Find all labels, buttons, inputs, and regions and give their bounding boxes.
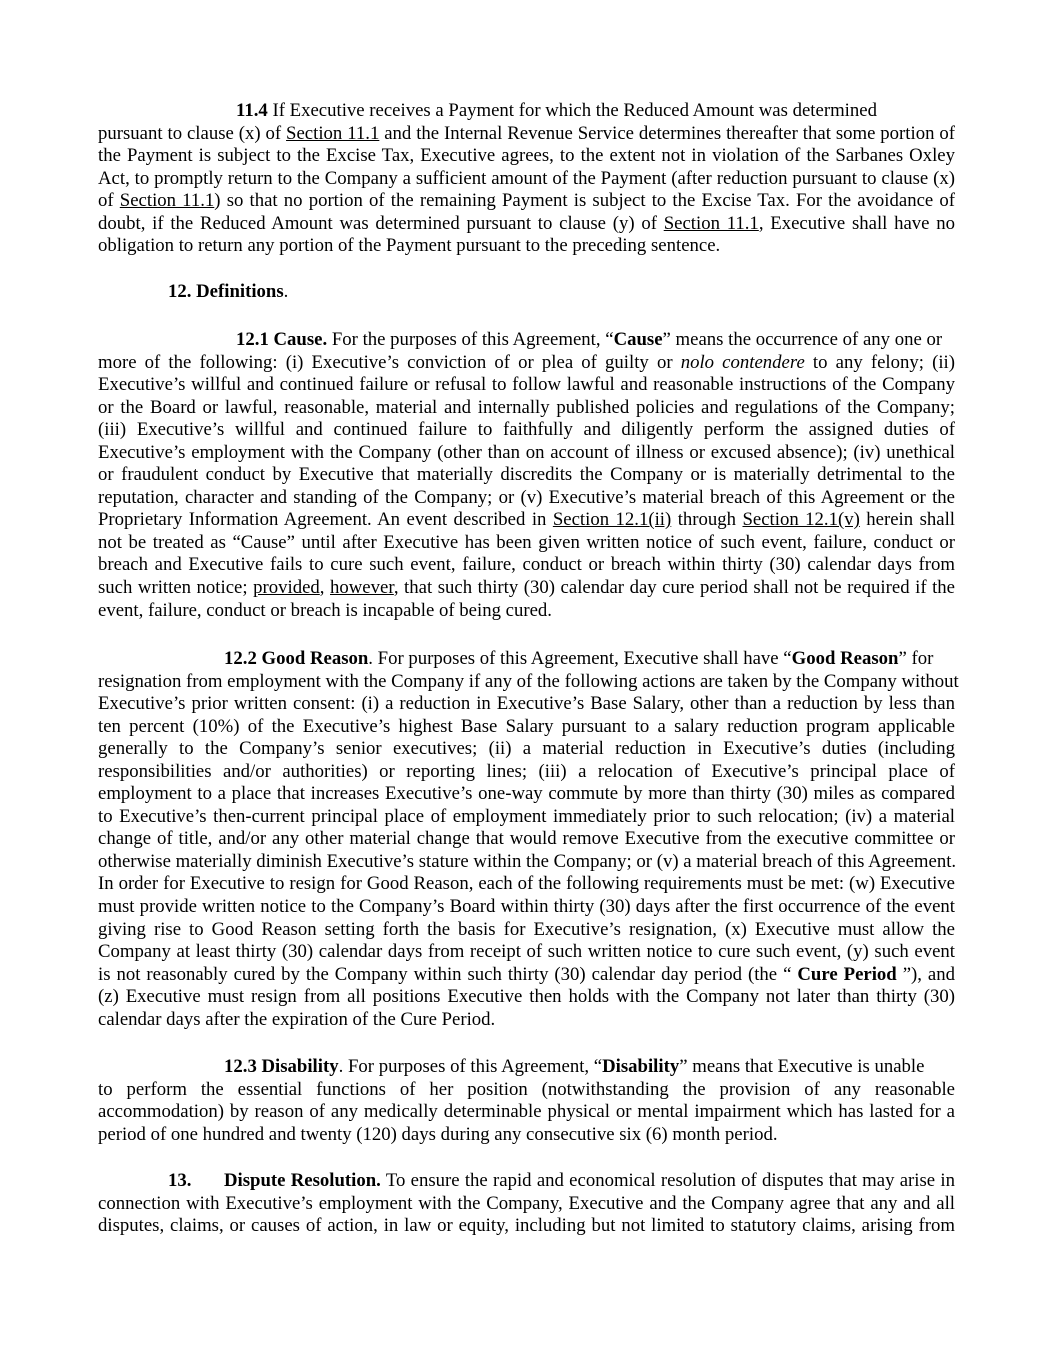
- paragraph-line: [98, 716, 955, 739]
- italic-term: nolo contendere: [680, 351, 805, 373]
- text-run: to Executive’s then-current principal place of employment immediately prior to such relocation; (iv) a material: [98, 805, 955, 827]
- paragraph-line: [98, 145, 955, 168]
- text-run: , Executive shall have no: [758, 212, 955, 234]
- paragraph-line: [98, 851, 955, 874]
- defined-term-heading: Disability: [261, 1056, 339, 1077]
- text-run: Proprietary Information Agreement. An event described in: [98, 509, 553, 531]
- paragraph-line: [98, 873, 955, 896]
- section-number: 13.: [168, 1170, 192, 1191]
- section-12-3: [98, 1056, 955, 1146]
- text-run: . For purposes of this Agreement, “: [338, 1056, 603, 1077]
- paragraph-line: [98, 806, 955, 829]
- section-number: 12.1: [236, 329, 269, 350]
- text-run: Company at least thirty (30) calendar days from receipt of such written notice to cure such event, (y) such event: [98, 941, 955, 963]
- paragraph-line: [98, 783, 955, 806]
- paragraph-line: [98, 941, 955, 964]
- paragraph-line: [98, 419, 955, 442]
- text-run: obligation to return any portion of the Payment pursuant to the preceding sentence.: [98, 235, 721, 257]
- text-run: resignation from employment with the Company if any of the following actions are taken by the Company without: [98, 670, 959, 692]
- heading-punctuation: .: [283, 281, 289, 302]
- section-number: 12.3: [224, 1056, 257, 1077]
- text-run: generally to the Company’s senior executives; (ii) a material reduction in Executive’s duties (including: [98, 738, 955, 760]
- text-run: ,: [319, 577, 331, 599]
- paragraph-line: [98, 442, 955, 465]
- paragraph-line: [98, 1215, 955, 1238]
- paragraph-line: [98, 464, 955, 487]
- section-12-1: [98, 329, 955, 622]
- text-run: (iii) Executive’s willful and continued failure to faithfully and diligently perform the assigned duties of: [98, 419, 955, 441]
- section-number: 11.4: [236, 100, 268, 121]
- paragraph-line: [98, 919, 955, 942]
- paragraph-line: [98, 532, 955, 555]
- text-run: is not reasonably cured by the Company within such thirty (30) calendar day period (the “: [98, 963, 798, 985]
- text-run: calendar days after the expiration of the Cure Period.: [98, 1008, 496, 1030]
- paragraph-line: [98, 1056, 955, 1079]
- section-reference: Section 12.1(v): [742, 509, 860, 531]
- subsection-heading: [224, 648, 368, 669]
- text-run: . For purposes of this Agreement, Executive shall have “: [368, 648, 792, 669]
- text-run: through: [671, 509, 743, 531]
- heading-bold: [168, 281, 284, 302]
- paragraph-line: [98, 213, 955, 236]
- text-run: Act, to promptly return to the Company a sufficient amount of the Payment (after reduction pursuant to clause (x): [98, 167, 955, 189]
- paragraph-line: [98, 168, 955, 191]
- paragraph-line: [98, 986, 955, 1009]
- paragraph-line: [98, 738, 955, 761]
- paragraph-line: [98, 648, 955, 671]
- text-run: not be treated as “Cause” until after Executive has been given written notice of such event, failure, conduct or: [98, 531, 955, 553]
- text-run: ” means that Executive is unable: [679, 1056, 925, 1077]
- paragraph-line: [98, 329, 955, 352]
- section-reference: Section 11.1: [286, 122, 380, 144]
- text-run: , that such thirty (30) calendar day cure period shall not be required if the: [393, 577, 956, 599]
- text-run: ” for: [898, 648, 934, 669]
- text-run: to any felony; (ii): [804, 351, 955, 373]
- paragraph-line: [98, 397, 955, 420]
- paragraph-line: [98, 600, 955, 623]
- paragraph-line: [98, 190, 955, 213]
- paragraph-line: [98, 1124, 955, 1147]
- text-run: Executive’s prior written consent: (i) a reduction in Executive’s Base Salary, other than a reduction by less than: [98, 693, 955, 715]
- section-12-2: [98, 648, 959, 1031]
- text-run: For the purposes of this Agreement, “: [327, 329, 614, 350]
- section-title: Dispute Resolution.: [224, 1170, 381, 1191]
- paragraph-line: [98, 374, 955, 397]
- text-run: To ensure the rapid and economical resolution of disputes that may arise in: [380, 1170, 955, 1191]
- section-11-4: [98, 100, 955, 258]
- text-run: If Executive receives a Payment for which the Reduced Amount was determined: [267, 100, 877, 121]
- text-run: such written notice;: [98, 577, 254, 599]
- paragraph-line: [98, 964, 955, 987]
- text-run: the Payment is subject to the Excise Tax, Executive agrees, to the extent not in violation of the Sarbanes Oxley: [98, 145, 955, 167]
- section-12-heading: [98, 281, 955, 304]
- paragraph-line: [98, 352, 955, 375]
- text-run: or fraudulent conduct by Executive that materially discredits the Company or is materially detrimental to the: [98, 464, 955, 486]
- text-run: more of the following: (i) Executive’s conviction of or plea of guilty or: [98, 351, 681, 373]
- defined-term: Cure Period: [797, 963, 897, 985]
- text-run: or the Board or lawful, reasonable, material and internally published policies and regulations of the Company;: [98, 396, 955, 418]
- paragraph-line: [98, 670, 959, 694]
- underlined-word: however: [330, 577, 394, 599]
- text-run: of: [98, 190, 120, 212]
- text-run: giving rise to Good Reason setting forth the basis for Executive’s resignation, (x) Executive must allow the: [98, 918, 955, 940]
- defined-term-heading: Cause.: [273, 329, 328, 350]
- paragraph-line: [98, 1170, 955, 1193]
- text-run: change of title, and/or any other material change that would remove Executive from the executive committee or: [98, 828, 955, 850]
- paragraph-line: [98, 554, 955, 577]
- section-title: Definitions: [196, 281, 284, 302]
- text-run: breach and Executive fails to cure such event, failure, conduct or breach within thirty (30) calendar days from: [98, 554, 955, 576]
- paragraph-line: [98, 693, 955, 716]
- text-run: Executive’s willful and continued failure or refusal to follow lawful and reasonable instructions of the Company: [98, 374, 955, 396]
- text-run: doubt, if the Reduced Amount was determined pursuant to clause (y) of: [98, 212, 664, 234]
- text-run: In order for Executive to resign for Good Reason, each of the following requirements must be met: (w) Executive: [98, 873, 955, 895]
- paragraph-line: [98, 828, 955, 851]
- section-reference: Section 11.1: [119, 190, 215, 212]
- paragraph-line: [98, 1009, 955, 1032]
- defined-term: Good Reason: [791, 648, 899, 669]
- text-run: responsibilities and/or authorities) or reporting lines; (iii) a relocation of Executive’s principal place of: [98, 760, 955, 782]
- underlined-word: provided: [253, 577, 320, 599]
- text-run: employment to a place that increases Executive’s one-way commute by more than thirty (30) miles as compared: [98, 783, 955, 805]
- paragraph-line: [98, 235, 955, 258]
- defined-term-heading: Good Reason: [261, 648, 369, 669]
- text-run: must provide written notice to the Company’s Board within thirty (30) days after the first occurrence of the event: [98, 896, 955, 918]
- section-number-box: [168, 1170, 224, 1193]
- text-run: period of one hundred and twenty (120) days during any consecutive six (6) month period.: [98, 1123, 778, 1145]
- text-run: otherwise materially diminish Executive’s stature within the Company; or (v) a material breach of this Agreement.: [98, 850, 957, 872]
- section-number: 12.: [168, 281, 192, 302]
- text-run: (z) Executive must resign from all positions Executive then holds with the Company not later than thirty (30): [98, 986, 955, 1008]
- paragraph-line: [98, 100, 955, 123]
- defined-term: Disability: [602, 1056, 680, 1077]
- text-run: event, failure, conduct or breach is incapable of being cured.: [98, 599, 552, 621]
- paragraph-line: [98, 896, 955, 919]
- paragraph-line: [98, 1101, 955, 1124]
- text-run: reputation, character and standing of the Company; or (v) Executive’s material breach of this Agreement or the: [98, 486, 955, 508]
- subsection-heading: [236, 329, 327, 350]
- paragraph-line: [98, 1193, 955, 1216]
- paragraph-line: [98, 577, 955, 600]
- text-run: ten percent (10%) of the Executive’s highest Base Salary pursuant to a salary reduction program applicable: [98, 715, 955, 737]
- section-reference: Section 12.1(ii): [552, 509, 672, 531]
- subsection-heading: [224, 1056, 339, 1077]
- paragraph-line: [98, 761, 955, 784]
- defined-term: Cause: [613, 329, 663, 350]
- text-run: Executive’s employment with the Company (other than on account of illness or excused absence); (iv) unethical: [98, 441, 955, 463]
- text-run: ” means the occurrence of any one or: [662, 329, 943, 350]
- heading-line: [98, 281, 955, 304]
- text-run: ”), and: [896, 963, 956, 985]
- section-reference: Section 11.1: [663, 212, 759, 234]
- text-run: disputes, claims, or causes of action, in law or equity, including but not limited to statutory claims, arising from: [98, 1215, 955, 1237]
- text-run: pursuant to clause (x) of: [98, 122, 287, 144]
- paragraph-line: [98, 1079, 955, 1102]
- text-run: herein shall: [859, 509, 955, 531]
- text-run: and the Internal Revenue Service determines thereafter that some portion of: [379, 122, 955, 144]
- paragraph-line: [98, 123, 955, 146]
- text-run: to perform the essential functions of her position (notwithstanding the provision of any reasonable: [98, 1078, 955, 1100]
- section-number: 12.2: [224, 648, 257, 669]
- paragraph-line: [98, 509, 955, 532]
- text-run: connection with Executive’s employment with the Company, Executive and the Company agree that any and all: [98, 1192, 955, 1214]
- text-run: accommodation) by reason of any medically determinable physical or mental impairment which has lasted for a: [98, 1101, 955, 1123]
- section-13: [98, 1170, 955, 1238]
- paragraph-line: [98, 487, 955, 510]
- text-run: ) so that no portion of the remaining Payment is subject to the Excise Tax. For the avoidance of: [214, 190, 955, 212]
